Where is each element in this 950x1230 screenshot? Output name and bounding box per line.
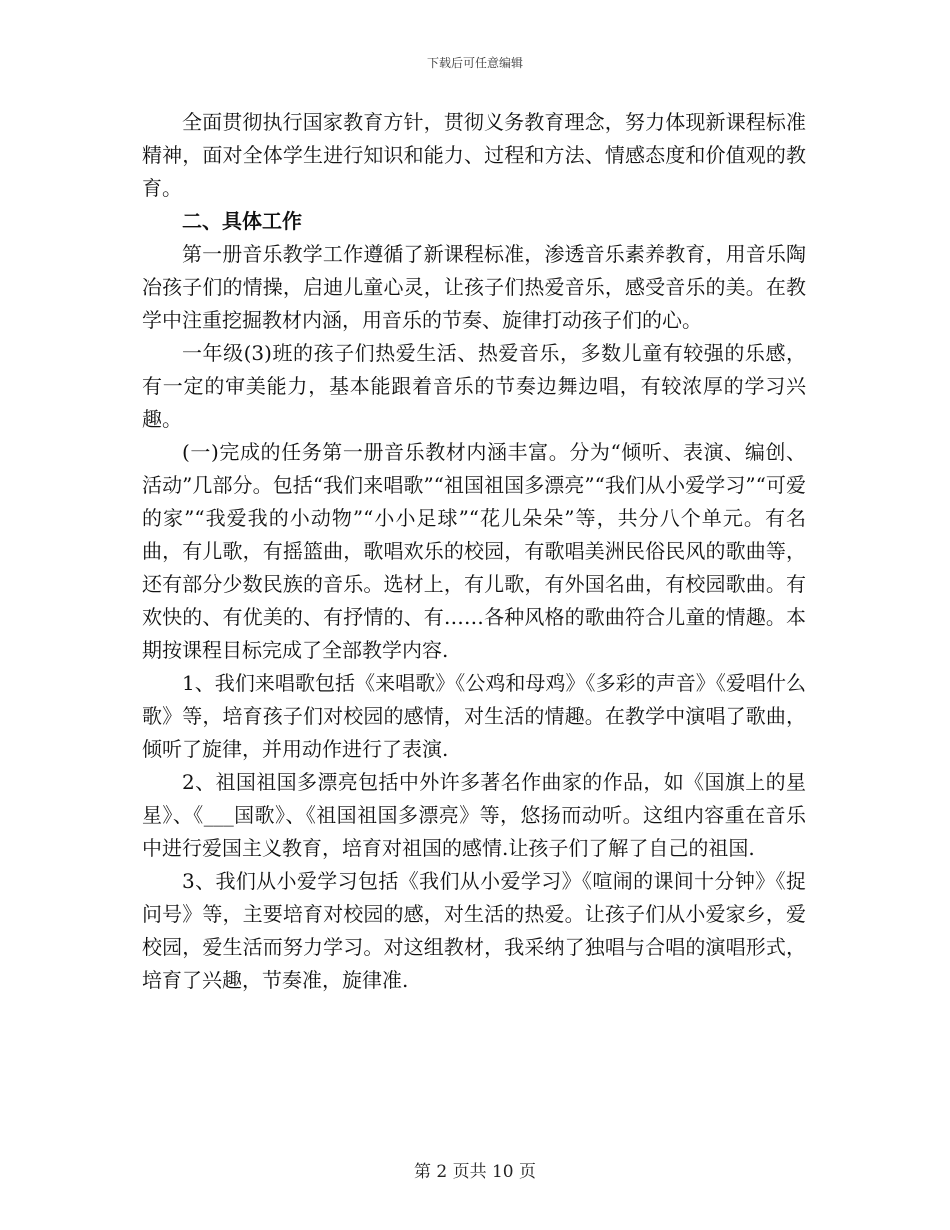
- paragraph-completed-tasks: (一)完成的任务第一册音乐教材内涵丰富。分为“倾听、表演、编创、活动”几部分。包括“我们来唱歌”“祖国祖国多漂亮”“我们从小爱学习”“可爱的家”“我爱我的小动物”“小小足球”“花儿朵朵”等，共分八个单元。有名曲，有儿歌，有摇篮曲，歌唱欢乐的校园，有歌唱美洲民俗民风的歌曲等，还有部分少数民族的音乐。选材上，有儿歌，有外国名曲，有校园歌曲。有欢快的、有优美的、有抒情的、有……各种风格的歌曲符合儿童的情趣。本期按课程目标完成了全部教学内容.: [142, 440, 806, 662]
- section-heading: 二、具体工作: [182, 209, 302, 233]
- page-header: 下载后可任意编辑: [426, 56, 523, 70]
- paragraph-item-2: 2、祖国祖国多漂亮包括中外许多著名作曲家的作品，如《国旗上的星星》、《___国歌》、《祖国祖国多漂亮》等，悠扬而动听。这组内容重在音乐中进行爱国主义教育，培育对祖国的感情.让孩子们了解了自己的祖国.: [142, 770, 806, 860]
- paragraph-item-3: 3、我们从小爱学习包括《我们从小爱学习》《喧闹的课间十分钟》《捉问号》等，主要培育对校园的感，对生活的热爱。让孩子们从小爱家乡，爱校园，爱生活而努力学习。对这组教材，我采纳了独唱与合唱的演唱形式，培育了兴趣，节奏准，旋律准.: [142, 869, 806, 992]
- paragraph-teaching-work: 第一册音乐教学工作遵循了新课程标准，渗透音乐素养教育，用音乐陶冶孩子们的情操，启迪儿童心灵，让孩子们热爱音乐，感受音乐的美。在教学中注重挖掘教材内涵，用音乐的节奏、旋律打动孩子们的心。: [142, 242, 806, 332]
- paragraph-intro: 全面贯彻执行国家教育方针，贯彻义务教育理念，努力体现新课程标准精神，面对全体学生进行知识和能力、过程和方法、情感态度和价值观的教育。: [142, 110, 806, 200]
- document-body: [142, 106, 806, 997]
- paragraph-class-description: 一年级(3)班的孩子们热爱生活、热爱音乐，多数儿童有较强的乐感，有一定的审美能力，基本能跟着音乐的节奏边舞边唱，有较浓厚的学习兴趣。: [142, 341, 806, 431]
- paragraph-item-1: 1、我们来唱歌包括《来唱歌》《公鸡和母鸡》《多彩的声音》《爱唱什么歌》等，培育孩子们对校园的感情，对生活的情趣。在教学中演唱了歌曲，倾听了旋律，并用动作进行了表演.: [142, 671, 806, 761]
- page-number: 第 2 页共 10 页: [413, 1162, 537, 1182]
